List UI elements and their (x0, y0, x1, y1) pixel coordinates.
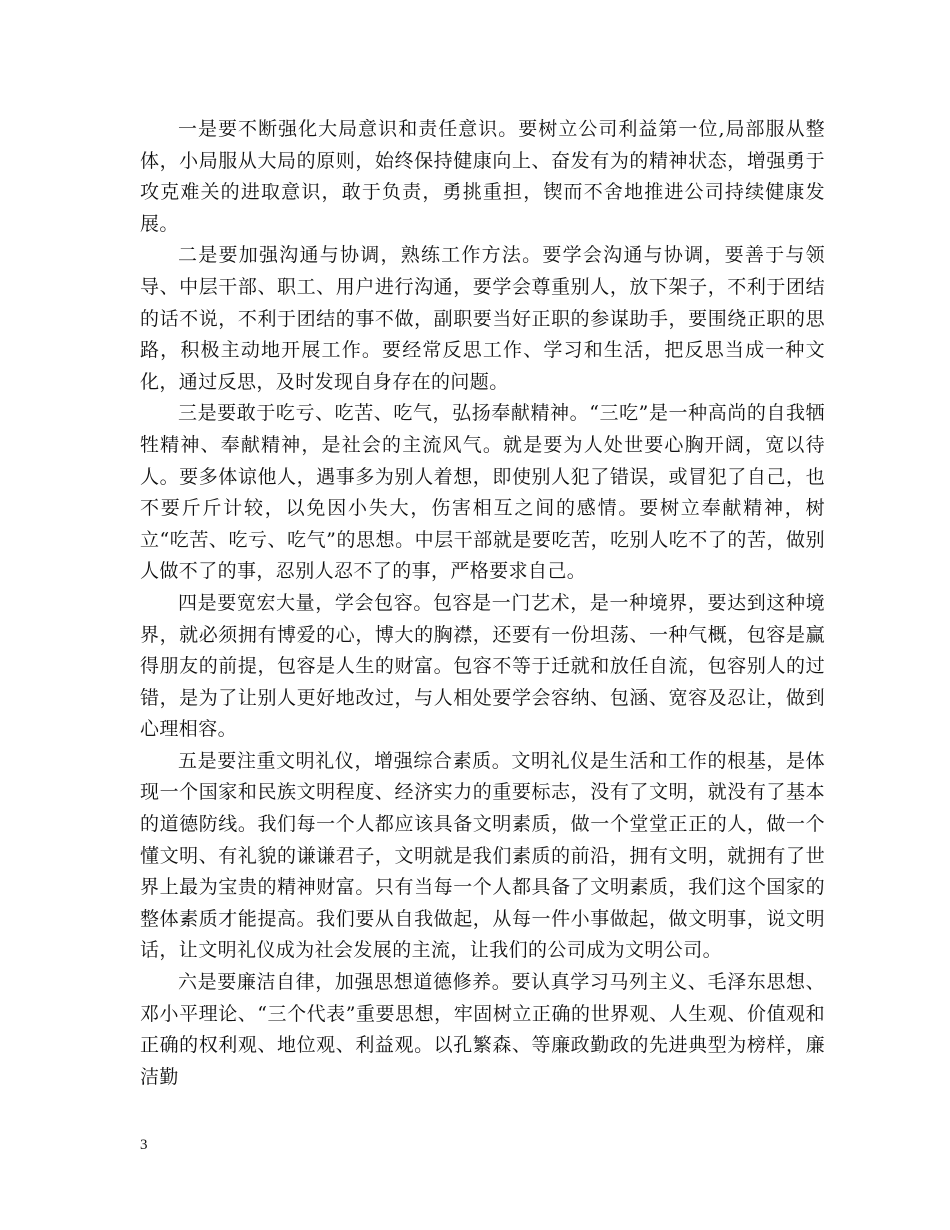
paragraph-1: 一是要不断强化大局意识和责任意识。要树立公司利益第一位,局部服从整体，小局服从大局的原则，始终保持健康向上、奋发有为的精神状态，增强勇于攻克难关的进取意识，敢于负责，勇挑重担，锲而不舍地推进公司持续健康发展。 (140, 118, 825, 235)
paragraph-5: 五是要注重文明礼仪，增强综合素质。文明礼仪是生活和工作的根基，是体现一个国家和民族文明程度、经济实力的重要标志，没有了文明，就没有了基本的道德防线。我们每一个人都应该具备文明素质，做一个堂堂正正的人，做一个懂文明、有礼貌的谦谦君子，文明就是我们素质的前沿，拥有文明，就拥有了世界上最为宝贵的精神财富。只有当每一个人都具备了文明素质，我们这个国家的整体素质才能提高。我们要从自我做起，从每一件小事做起，做文明事，说文明话，让文明礼仪成为社会发展的主流，让我们的公司成为文明公司。 (140, 749, 825, 962)
page-number: 3 (140, 1137, 148, 1153)
paragraph-4: 四是要宽宏大量，学会包容。包容是一门艺术，是一种境界，要达到这种境界，就必须拥有博爱的心，博大的胸襟，还要有一份坦荡、一种气概，包容是赢得朋友的前提，包容是人生的财富。包容不等于迁就和放任自流，包容别人的过错，是为了让别人更好地改过，与人相处要学会容纳、包涵、宽容及忍让，做到心理相容。 (140, 591, 825, 741)
paragraph-3: 三是要敢于吃亏、吃苦、吃气，弘扬奉献精神。“三吃”是一种高尚的自我牺牲精神、奉献精神，是社会的主流风气。就是要为人处世要心胸开阔，宽以待人。要多体谅他人，遇事多为别人着想，即使别人犯了错误，或冒犯了自己，也不要斤斤计较，以免因小失大，伤害相互之间的感情。要树立奉献精神，树立“吃苦、吃亏、吃气”的思想。中层干部就是要吃苦，吃别人吃不了的苦，做别人做不了的事，忍别人忍不了的事，严格要求自己。 (140, 402, 825, 583)
paragraph-6: 六是要廉洁自律，加强思想道德修养。要认真学习马列主义、毛泽东思想、邓小平理论、“三个代表”重要思想，牢固树立正确的世界观、人生观、价值观和正确的权利观、地位观、利益观。以孔繁森、等廉政勤政的先进典型为榜样，廉洁勤 (140, 971, 825, 1088)
body-text (140, 114, 825, 1093)
paragraph-2: 二是要加强沟通与协调，熟练工作方法。要学会沟通与协调，要善于与领导、中层干部、职工、用户进行沟通，要学会尊重别人，放下架子，不利于团结的话不说，不利于团结的事不做，副职要当好正职的参谋助手，要围绕正职的思路，积极主动地开展工作。要经常反思工作、学习和生活，把反思当成一种文化，通过反思，及时发现自身存在的问题。 (140, 244, 825, 393)
